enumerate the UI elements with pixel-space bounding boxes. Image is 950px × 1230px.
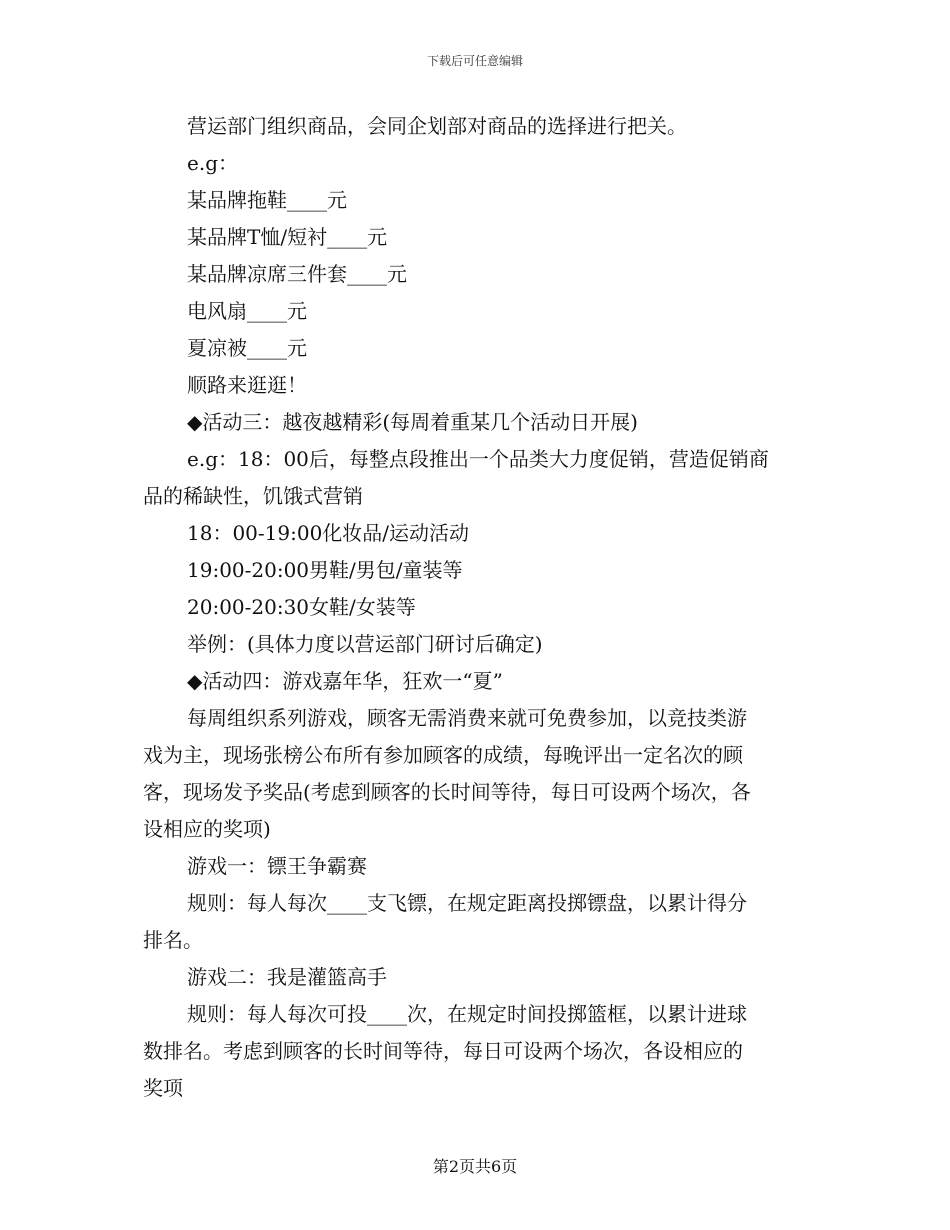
body-line: 客，现场发予奖品(考虑到顾客的长时间等待，每日可设两个场次，各	[143, 780, 751, 804]
body-line: 18：00-19:00化妆品/运动活动	[187, 521, 470, 545]
body-line: 顺路来逛逛！	[187, 373, 307, 397]
body-line: 某品牌拖鞋____元	[187, 188, 347, 212]
body-line: 排名。	[143, 928, 203, 952]
body-line: 奖项	[143, 1076, 183, 1100]
body-line: 戏为主，现场张榜公布所有参加顾客的成绩，每晚评出一定名次的顾	[143, 743, 743, 767]
game-2-title: 游戏二：我是灌篮高手	[187, 965, 387, 989]
body-line: 规则：每人每次可投____次，在规定时间投掷篮框，以累计进球	[187, 1002, 747, 1026]
body-line: 营运部门组织商品，会同企划部对商品的选择进行把关。	[187, 114, 687, 138]
body-line: 某品牌凉席三件套____元	[187, 262, 407, 286]
section-heading-activity-3: ◆活动三：越夜越精彩(每周着重某几个活动日开展)	[187, 410, 638, 434]
document-body	[143, 108, 807, 1107]
page-header: 下载后可任意编辑	[426, 54, 523, 68]
body-line: 19:00-20:00男鞋/男包/童装等	[187, 558, 463, 582]
body-line: 设相应的奖项)	[143, 817, 271, 841]
body-line: 某品牌T恤/短衬____元	[187, 225, 388, 249]
body-line: 举例：(具体力度以营运部门研讨后确定)	[187, 632, 543, 656]
body-line: e.g：	[187, 151, 238, 175]
body-line: 20:00-20:30女鞋/女装等	[187, 595, 416, 619]
body-line: 规则：每人每次____支飞镖，在规定距离投掷镖盘，以累计得分	[187, 891, 747, 915]
body-line: 每周组织系列游戏，顾客无需消费来就可免费参加，以竞技类游	[187, 706, 747, 730]
section-heading-activity-4: ◆活动四：游戏嘉年华，狂欢一“夏”	[187, 669, 503, 693]
page-footer: 第2页共6页	[432, 1157, 518, 1176]
body-line: 夏凉被____元	[187, 336, 307, 360]
body-line: 电风扇____元	[187, 299, 307, 323]
body-line: e.g：18：00后，每整点段推出一个品类大力度促销，营造促销商	[187, 447, 769, 471]
body-line: 数排名。考虑到顾客的长时间等待，每日可设两个场次，各设相应的	[143, 1039, 743, 1063]
game-1-title: 游戏一：镖王争霸赛	[187, 854, 367, 878]
body-line: 品的稀缺性，饥饿式营销	[143, 484, 363, 508]
